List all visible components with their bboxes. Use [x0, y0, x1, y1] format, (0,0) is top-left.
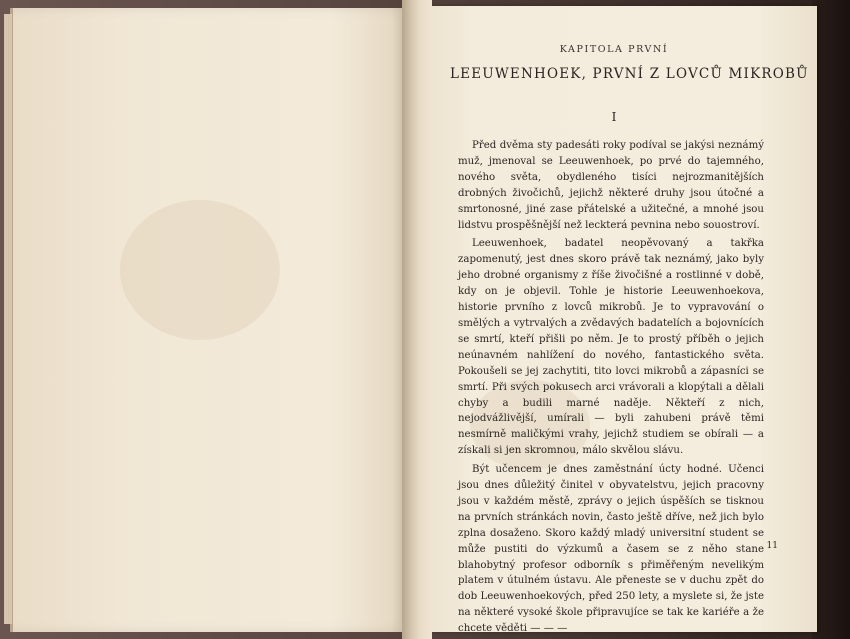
left-page-edges	[4, 14, 12, 624]
paragraph: Být učencem je dnes zaměstnání úcty hodné. Učenci jsou dnes důležitý činitel v obyvatelstvu, jejich pracovny jsou v každém městě, zprávy o jejich úspěších se tisknou na prvních stránkách novin, často ještě dříve, než jich bylo zplna dosaženo. Skoro každý mladý universitní student se může pustiti do výzkumů a časem se z něho stane blahobytný profesor odborník s přiměřeným nevelikým platem v útulném ústavu. Ale přeneste se v duchu zpět do dob Leeuwenhoekových, před 250 lety, a myslete si, že jste na některé vysoké škole připravujíce se tak ke kariéře a že chcete věděti — — —	[458, 464, 764, 635]
book-cover-edge	[812, 0, 850, 639]
chapter-label: KAPITOLA PRVNÍ	[559, 44, 669, 55]
paragraph: Leeuwenhoek, badatel neopěvovaný a takřka zapomenutý, jest dnes skoro právě tak neznámý, jako byly jeho drobné organismy z říše živočišné a rostlinné v době, kdy on je objevil. Tohle je historie Leeuwenhoekova, historie prvního z lovců mikrobů. Je to vypravování o smělých a vytrvalých a zvědavých badatelích a bojovnících se smrtí, kteří přišli po něm. Je to prostý příběh o jejich neúnavném nahlížení do nového, fantastického světa. Pokoušeli se jej zachytiti, tito lovci mikrobů a zápasníci se smrtí. Při svých pokusech arci vrávorali a klopýtali a dělali chyby a budili marné naděje. Někteří z nich, nejodvážlivější, umírali — byli zahubeni právě těmi nesmírně maličkými vrahy, jejichž studiem se obírali — a získali si jen skromnou, málo skvělou slávu.	[458, 238, 764, 457]
book-gutter	[402, 0, 432, 639]
section-numeral: I	[611, 110, 617, 124]
page-number: 11	[766, 541, 778, 551]
chapter-title: LEEUWENHOEK, PRVNÍ Z LOVCŮ MIKROBŮ	[450, 66, 809, 82]
paper-stain	[120, 200, 280, 340]
paragraph: Před dvěma sty padesáti roky podíval se jakýsi neznámý muž, jmenoval se Leeuwenhoek, po prvé do tajemného, nového světa, obydleného tisíci nejrozmanitějších drobných živočichů, jejichž některé druhy jsou útočné a smrtonosné, jiné zase přátelské a užitečné, a mnohé jsou lidstvu prospěšnější než leckterá pevnina nebo souostroví.	[458, 140, 764, 231]
body-text	[458, 138, 764, 639]
